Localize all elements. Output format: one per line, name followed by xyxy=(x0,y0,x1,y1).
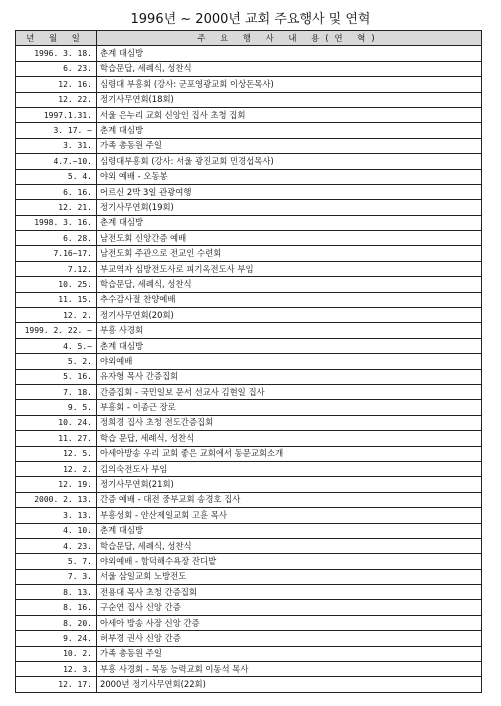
date-cell: 8. 13. xyxy=(16,585,97,600)
date-cell: 7. 18. xyxy=(16,384,97,399)
date-cell: 5. 16. xyxy=(16,369,97,384)
event-cell: 유자형 목사 간증집회 xyxy=(97,369,482,384)
event-cell: 가족 총동원 주일 xyxy=(97,646,482,661)
date-cell: 12. 2. xyxy=(16,461,97,476)
event-cell: 학습문답, 세례식, 성찬식 xyxy=(97,61,482,76)
event-cell: 남전도회 주관으로 전교인 수련회 xyxy=(97,246,482,261)
date-cell: 8. 20. xyxy=(16,615,97,630)
date-cell: 4. 10. xyxy=(16,523,97,538)
event-cell: 학습문답, 세례식, 성찬식 xyxy=(97,277,482,292)
table-row xyxy=(16,200,482,215)
event-cell: 가족 총동원 주일 xyxy=(97,138,482,153)
event-cell: 어르신 2박 3일 관광여행 xyxy=(97,184,482,199)
date-cell: 12. 3. xyxy=(16,662,97,677)
event-cell: 정기사무연회(20회) xyxy=(97,308,482,323)
table-row xyxy=(16,323,482,338)
date-cell: 12. 17. xyxy=(16,677,97,692)
table-row xyxy=(16,292,482,307)
event-cell: 정기사무연회(21회) xyxy=(97,477,482,492)
event-cell: 춘계 대심방 xyxy=(97,523,482,538)
date-cell: 1999. 2. 22. ~ xyxy=(16,323,97,338)
event-cell: 춘계 대심방 xyxy=(97,338,482,353)
event-cell: 야외예배 - 함덕해수욕장 잔디밭 xyxy=(97,554,482,569)
event-cell: 2000년 정기사무연회(22회) xyxy=(97,677,482,692)
event-cell: 야외 예배 - 오동봉 xyxy=(97,169,482,184)
table-row xyxy=(16,246,482,261)
date-cell: 4.7.~10. xyxy=(16,154,97,169)
date-cell: 6. 16. xyxy=(16,184,97,199)
event-cell: 심령대 부흥회 (강사: 군포영광교회 이상돈목사) xyxy=(97,77,482,92)
table-row xyxy=(16,154,482,169)
event-cell: 춘계 대심방 xyxy=(97,46,482,61)
event-cell: 학습 문답, 세례식, 성찬식 xyxy=(97,431,482,446)
date-cell: 12. 19. xyxy=(16,477,97,492)
event-cell: 부흥성회 - 안산제일교회 고훈 목사 xyxy=(97,508,482,523)
event-cell: 부교역자 심방전도사로 피기옥전도사 부임 xyxy=(97,261,482,276)
table-row xyxy=(16,446,482,461)
event-cell: 정희경 집사 초청 전도간증집회 xyxy=(97,415,482,430)
table-row xyxy=(16,538,482,553)
date-cell: 6. 28. xyxy=(16,231,97,246)
table-row xyxy=(16,492,482,507)
date-cell: 3. 31. xyxy=(16,138,97,153)
date-cell: 12. 5. xyxy=(16,446,97,461)
event-cell: 춘계 대심방 xyxy=(97,215,482,230)
event-cell: 정기사무연회(18회) xyxy=(97,92,482,107)
table-row xyxy=(16,477,482,492)
date-cell: 5. 2. xyxy=(16,354,97,369)
date-cell: 5. 4. xyxy=(16,169,97,184)
table-row xyxy=(16,138,482,153)
table-row xyxy=(16,431,482,446)
table-row xyxy=(16,508,482,523)
date-cell: 7. 3. xyxy=(16,569,97,584)
date-cell: 5. 7. xyxy=(16,554,97,569)
header-row xyxy=(16,31,482,46)
table-row xyxy=(16,677,482,692)
table-row xyxy=(16,369,482,384)
history-table xyxy=(15,30,482,693)
event-cell: 서울 삼일교회 노방전도 xyxy=(97,569,482,584)
table-row xyxy=(16,107,482,122)
event-cell: 간증집회 - 국민일보 문서 선교사 김현일 집사 xyxy=(97,384,482,399)
event-cell: 간증 예배 - 대전 중부교회 송경호 집사 xyxy=(97,492,482,507)
date-cell: 9. 5. xyxy=(16,400,97,415)
header-event: 주 요 행 사 내 용(연 혁) xyxy=(97,31,482,46)
event-cell: 부흥회 - 이종근 장로 xyxy=(97,400,482,415)
date-cell: 12. 21. xyxy=(16,200,97,215)
date-cell: 7.12. xyxy=(16,261,97,276)
date-cell: 8. 16. xyxy=(16,600,97,615)
table-row xyxy=(16,384,482,399)
date-cell: 4. 5.~ xyxy=(16,338,97,353)
date-cell: 1996. 3. 18. xyxy=(16,46,97,61)
event-cell: 남전도회 신앙간증 예배 xyxy=(97,231,482,246)
event-cell: 부흥 사경회 - 목동 능력교회 이동석 목사 xyxy=(97,662,482,677)
table-header xyxy=(16,31,482,46)
table-row xyxy=(16,77,482,92)
event-cell: 춘계 대심방 xyxy=(97,123,482,138)
date-cell: 7.16~17. xyxy=(16,246,97,261)
event-cell: 심령대부흥회 (강사: 서울 광진교회 민경섭목사) xyxy=(97,154,482,169)
date-cell: 2000. 2. 13. xyxy=(16,492,97,507)
table-row xyxy=(16,461,482,476)
table-row xyxy=(16,231,482,246)
date-cell: 4. 23. xyxy=(16,538,97,553)
table-row xyxy=(16,523,482,538)
table-row xyxy=(16,646,482,661)
date-cell: 11. 27. xyxy=(16,431,97,446)
event-cell: 야외예배 xyxy=(97,354,482,369)
date-cell: 3. 17. ~ xyxy=(16,123,97,138)
table-row xyxy=(16,215,482,230)
date-cell: 1998. 3. 16. xyxy=(16,215,97,230)
header-date: 년 월 일 xyxy=(16,31,97,46)
table-row xyxy=(16,615,482,630)
event-cell: 아세아 방송 사장 신앙 간증 xyxy=(97,615,482,630)
date-cell: 10. 24. xyxy=(16,415,97,430)
event-cell: 정기사무연회(19회) xyxy=(97,200,482,215)
table-row xyxy=(16,338,482,353)
table-row xyxy=(16,277,482,292)
table-row xyxy=(16,308,482,323)
date-cell: 12. 2. xyxy=(16,308,97,323)
table-row xyxy=(16,92,482,107)
document-title: 1996년 ~ 2000년 교회 주요행사 및 연혁 xyxy=(130,12,371,27)
table-row xyxy=(16,554,482,569)
date-cell: 1997.1.31. xyxy=(16,107,97,122)
table-row xyxy=(16,61,482,76)
table-row xyxy=(16,569,482,584)
event-cell: 김의숙전도사 부임 xyxy=(97,461,482,476)
table-row xyxy=(16,631,482,646)
table-row xyxy=(16,585,482,600)
table-row xyxy=(16,123,482,138)
table-row xyxy=(16,46,482,61)
table-row xyxy=(16,169,482,184)
event-cell: 허부경 권사 신앙 간증 xyxy=(97,631,482,646)
event-cell: 서울 은누리 교회 신앙인 집사 초청 집회 xyxy=(97,107,482,122)
table-row xyxy=(16,261,482,276)
event-cell: 학습문답, 세례식, 성찬식 xyxy=(97,538,482,553)
date-cell: 11. 15. xyxy=(16,292,97,307)
table-row xyxy=(16,400,482,415)
table-row xyxy=(16,184,482,199)
date-cell: 6. 23. xyxy=(16,61,97,76)
event-cell: 부흥 사경회 xyxy=(97,323,482,338)
date-cell: 12. 22. xyxy=(16,92,97,107)
table-row xyxy=(16,662,482,677)
date-cell: 10. 25. xyxy=(16,277,97,292)
event-cell: 아세아방송 우리 교회 좋은 교회에서 동문교회소개 xyxy=(97,446,482,461)
event-cell: 구순연 집사 신앙 간증 xyxy=(97,600,482,615)
table-row xyxy=(16,354,482,369)
date-cell: 9. 24. xyxy=(16,631,97,646)
date-cell: 12. 16. xyxy=(16,77,97,92)
event-cell: 추수감사절 찬양예배 xyxy=(97,292,482,307)
table-body xyxy=(16,46,482,692)
date-cell: 10. 2. xyxy=(16,646,97,661)
table-row xyxy=(16,415,482,430)
table-row xyxy=(16,600,482,615)
event-cell: 전용대 목사 초청 간증집회 xyxy=(97,585,482,600)
date-cell: 3. 13. xyxy=(16,508,97,523)
